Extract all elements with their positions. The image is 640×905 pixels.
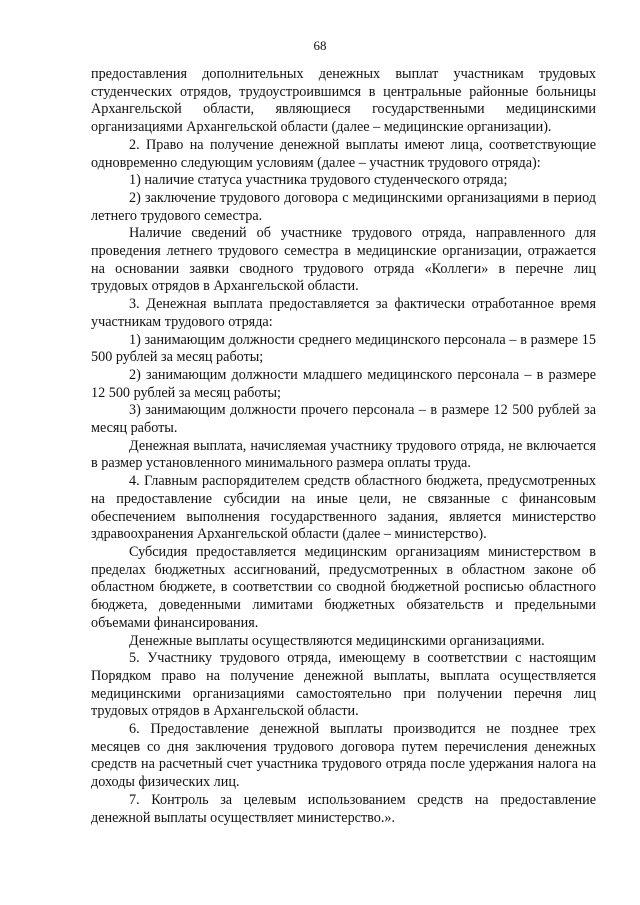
list-item: 1) наличие статуса участника трудового студенческого отряда; — [129, 172, 508, 189]
paragraph: предоставления дополнительных денежных выплат участникам трудовых студенческих отрядов, трудоустроившимся в центральные районные больницы Архангельской области, являющиеся государственными медицинскими организациями Архангельской области (далее – медицинские организации). — [91, 66, 596, 136]
paragraph: 4. Главным распорядителем средств областного бюджета, предусмотренных на предоставление субсидии на иные цели, не связанные с финансовым обеспечением выполнения государственного задания, является министерство здравоохранения Архангельской области (далее – министерство). — [91, 473, 596, 543]
list-item: 2) занимающим должности младшего медицинского персонала – в размере 12 500 рублей за месяц работы; — [91, 366, 596, 401]
paragraph: 5. Участнику трудового отряда, имеющему в соответствии с настоящим Порядком право на получение денежной выплаты, выплата осуществляется медицинскими организациями самостоятельно при получении перечня лиц трудовых отрядов в Архангельской области. — [91, 650, 596, 720]
paragraph: 6. Предоставление денежной выплаты производится не позднее трех месяцев со дня заключения трудового договора путем перечисления денежных средств на расчетный счет участника трудового отряда после удержания налога на доходы физических лиц. — [91, 721, 596, 791]
paragraph: Субсидия предоставляется медицинским организациям министерством в пределах бюджетных ассигнований, предусмотренных в областном законе об областном бюджете, в соответствии со сводной бюджетной росписью областного бюджета, доведенными лимитами бюджетных обязательств и предельными объемами финансирования. — [91, 543, 596, 631]
paragraph: Денежная выплата, начисляемая участнику трудового отряда, не включается в размер установленного минимального размера оплаты труда. — [91, 437, 596, 472]
paragraph: 7. Контроль за целевым использованием средств на предоставление денежной выплаты осуществляет министерство.». — [91, 791, 596, 826]
list-item: 2) заключение трудового договора с медицинскими организациями в период летнего трудового семестра. — [91, 189, 596, 224]
paragraph: 3. Денежная выплата предоставляется за фактически отработанное время участникам трудового отряда: — [91, 296, 596, 330]
document-body — [91, 66, 596, 827]
paragraph: Наличие сведений об участнике трудового отряда, направленного для проведения летнего трудового семестра в медицинские организации, отражается на основании заявки сводного трудового отряда «Коллеги» в перечне лиц трудовых отрядов в Архангельской области. — [91, 225, 596, 295]
paragraph: Денежные выплаты осуществляются медицинскими организациями. — [129, 632, 545, 649]
page-number: 68 — [313, 38, 327, 53]
list-item: 3) занимающим должности прочего персонала – в размере 12 500 рублей за месяц работы. — [91, 402, 596, 437]
paragraph: 2. Право на получение денежной выплаты имеют лица, соответствующие одновременно следующим условиям (далее – участник трудового отряда): — [91, 136, 596, 171]
list-item: 1) занимающим должности среднего медицинского персонала – в размере 15 500 рублей за месяц работы; — [91, 331, 596, 366]
